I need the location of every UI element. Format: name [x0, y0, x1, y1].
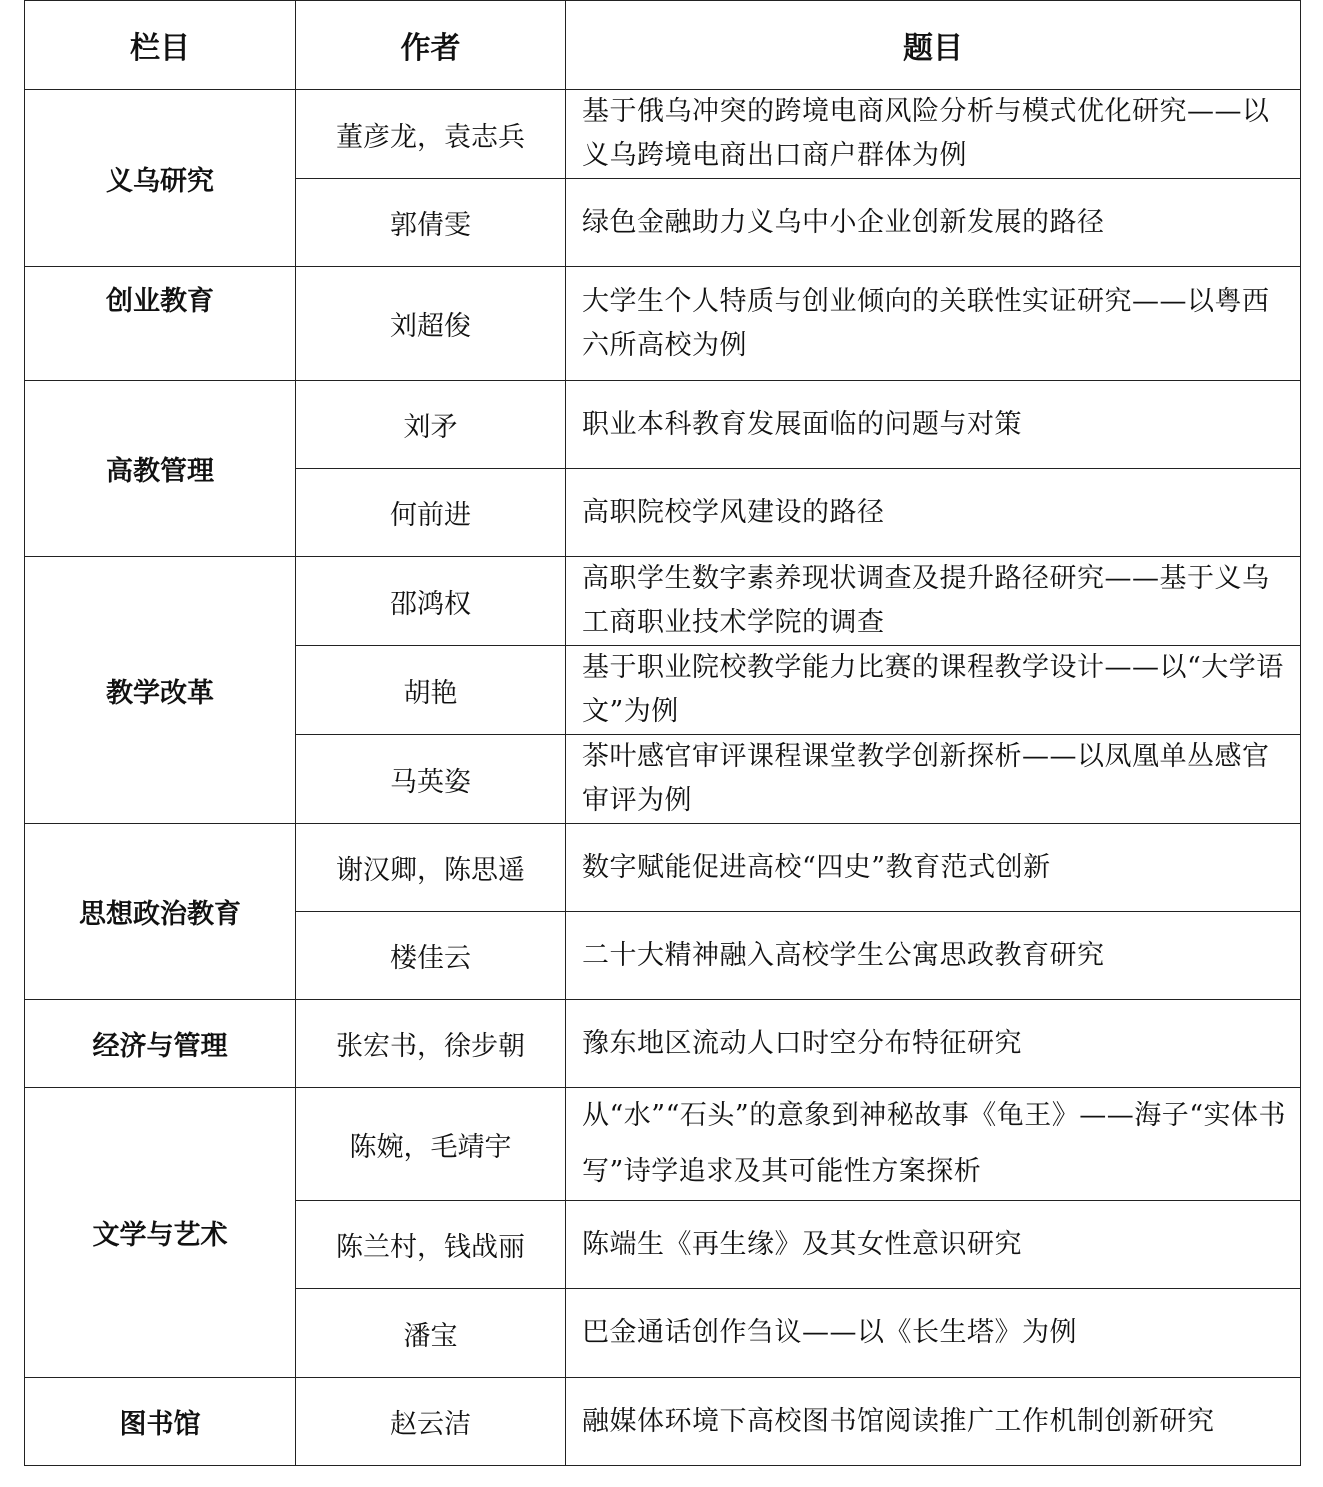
title-cell: 融媒体环境下高校图书馆阅读推广工作机制创新研究 [566, 1378, 1301, 1466]
section-teaching-reform: 教学改革 [25, 557, 296, 824]
title-cell: 从“水”“石头”的意象到神秘故事《龟王》——海子“实体书写”诗学追求及其可能性方案探析 [566, 1088, 1301, 1201]
author-cell: 胡艳 [296, 646, 566, 735]
title-cell: 基于俄乌冲突的跨境电商风险分析与模式优化研究——以义乌跨境电商出口商户群体为例 [566, 90, 1301, 179]
section-higher-ed-management: 高教管理 [25, 381, 296, 557]
table-row [25, 267, 1301, 381]
section-literature-art: 文学与艺术 [25, 1088, 296, 1378]
header-section: 栏目 [25, 1, 296, 90]
table-row [25, 557, 1301, 646]
author-cell: 邵鸿权 [296, 557, 566, 646]
author-cell: 陈婉，毛靖宇 [296, 1088, 566, 1201]
section-library: 图书馆 [25, 1378, 296, 1466]
author-cell: 何前进 [296, 469, 566, 557]
title-cell: 二十大精神融入高校学生公寓思政教育研究 [566, 912, 1301, 1000]
author-cell: 刘超俊 [296, 267, 566, 381]
author-cell: 陈兰村，钱战丽 [296, 1201, 566, 1289]
title-cell: 巴金通话创作刍议——以《长生塔》为例 [566, 1289, 1301, 1378]
author-cell: 楼佳云 [296, 912, 566, 1000]
author-cell: 马英姿 [296, 735, 566, 824]
table-row [25, 90, 1301, 179]
author-cell: 董彦龙，袁志兵 [296, 90, 566, 179]
title-cell: 豫东地区流动人口时空分布特征研究 [566, 1000, 1301, 1088]
title-cell: 数字赋能促进高校“四史”教育范式创新 [566, 824, 1301, 912]
section-entrepreneurship: 创业教育 [25, 267, 296, 381]
title-cell: 高职院校学风建设的路径 [566, 469, 1301, 557]
section-economics-management: 经济与管理 [25, 1000, 296, 1088]
author-cell: 潘宝 [296, 1289, 566, 1378]
section-ideological-education: 思想政治教育 [25, 824, 296, 1000]
title-cell: 大学生个人特质与创业倾向的关联性实证研究——以粤西六所高校为例 [566, 267, 1301, 381]
table-row [25, 1378, 1301, 1466]
title-cell: 基于职业院校教学能力比赛的课程教学设计——以“大学语文”为例 [566, 646, 1301, 735]
table-row [25, 381, 1301, 469]
author-cell: 郭倩雯 [296, 179, 566, 267]
section-yiwu: 义乌研究 [25, 90, 296, 267]
header-row [25, 1, 1301, 90]
author-cell: 谢汉卿，陈思遥 [296, 824, 566, 912]
header-title: 题目 [566, 1, 1301, 90]
table-row [25, 1000, 1301, 1088]
title-cell: 高职学生数字素养现状调查及提升路径研究——基于义乌工商职业技术学院的调查 [566, 557, 1301, 646]
contents-table [24, 0, 1301, 1466]
header-author: 作者 [296, 1, 566, 90]
title-cell: 绿色金融助力义乌中小企业创新发展的路径 [566, 179, 1301, 267]
title-cell: 茶叶感官审评课程课堂教学创新探析——以凤凰单丛感官审评为例 [566, 735, 1301, 824]
author-cell: 张宏书，徐步朝 [296, 1000, 566, 1088]
table-row [25, 824, 1301, 912]
author-cell: 赵云洁 [296, 1378, 566, 1466]
table-row [25, 1088, 1301, 1201]
title-cell: 职业本科教育发展面临的问题与对策 [566, 381, 1301, 469]
author-cell: 刘矛 [296, 381, 566, 469]
title-cell: 陈端生《再生缘》及其女性意识研究 [566, 1201, 1301, 1289]
